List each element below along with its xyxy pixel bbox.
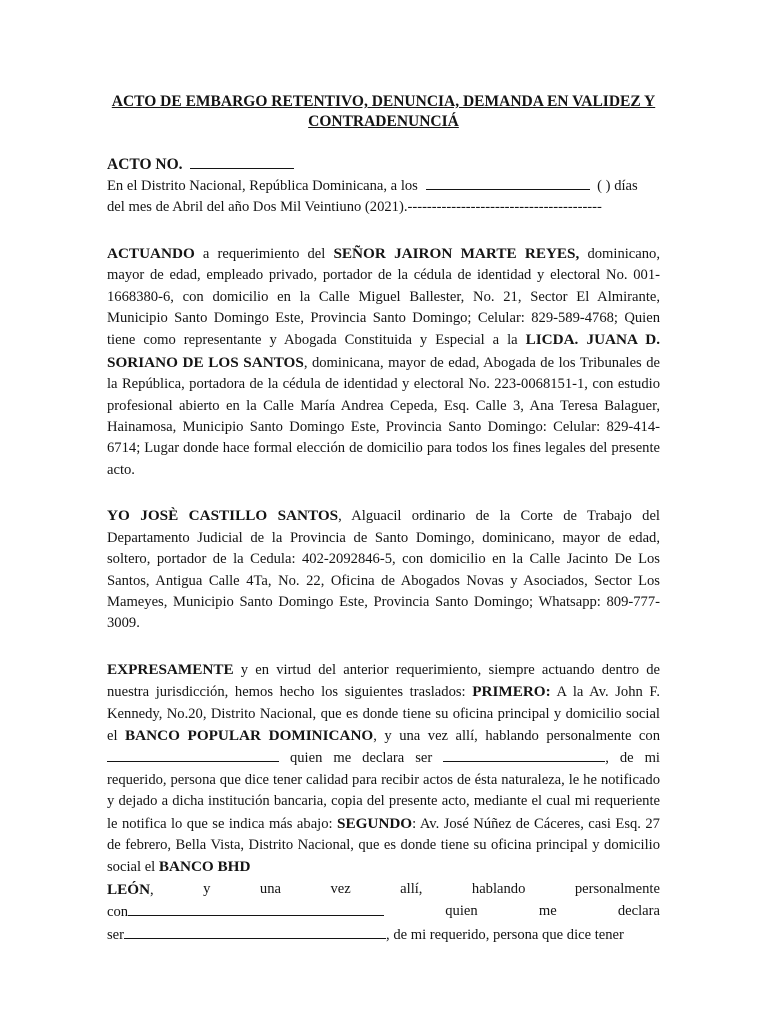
actuando-heading: ACTUANDO — [107, 244, 195, 262]
word-me: me — [538, 903, 557, 920]
intro-text-b: ( ) días — [597, 178, 638, 194]
expresamente-text-6: : Av. José Núñez de Cáceres, casi Esq. 27 de febrero, Bella Vista, Distrito Nacional, que es donde tiene su oficina principal y domicilio social el — [107, 815, 660, 876]
intro-text-a: En el Distrito Nacional, República Dominicana, a los — [107, 178, 418, 194]
word-vez: vez — [330, 880, 351, 897]
actuando-paragraph — [107, 243, 660, 481]
expresamente-body — [107, 659, 660, 879]
expresamente-text-1: y en virtud del anterior requerimiento, siempre actuando dentro de nuestra jurisdicción, hemos hecho los siguientes traslados: — [107, 661, 660, 701]
word-con: con — [107, 904, 129, 921]
leon-line — [107, 879, 660, 901]
ser-line-text: , de mi requerido, persona que dice tener — [386, 926, 624, 943]
client-name: SEÑOR JAIRON MARTE REYES, — [333, 244, 580, 262]
segundo-label: SEGUNDO — [337, 814, 413, 832]
alguacil-paragraph — [107, 505, 660, 634]
actuando-text-1: a requerimiento del — [194, 245, 334, 262]
contact-blank-1 — [107, 747, 279, 762]
title-line-1: ACTO DE EMBARGO RETENTIVO, DENUNCIA, DEMANDA EN VALIDEZ Y — [111, 93, 656, 110]
contact-blank-2 — [128, 901, 384, 916]
word-una: una — [259, 880, 281, 897]
alguacil-name: YO JOSÈ CASTILLO SANTOS — [107, 507, 339, 525]
expresamente-text-3: , y una vez allí, hablando personalmente con — [373, 727, 660, 744]
banco-bhd: BANCO BHD — [158, 858, 251, 876]
expresamente-paragraph — [107, 659, 660, 946]
actuando-text-3: , dominicana, mayor de edad, Abogada de los Tribunales de la República, portadora de la cédula de identidad y electoral No. 223-0068151-1, con estudio profesional abierto en la Calle María Andrea Cepeda, Esq. Calle 3, Ana Teresa Balaguer, Hainamosa, Municipio Santo Domingo Este, Provincia Santo Domingo: Celular: 829-414-6714; Lugar donde hace formal elección de domicilio para todos los fines legales del presente acto. — [107, 354, 660, 478]
con-line — [107, 901, 660, 923]
title-line-2: CONTRADENUNCIÁ — [308, 113, 459, 130]
word-personalmente: personalmente — [574, 880, 660, 897]
word-ser: ser — [107, 926, 125, 943]
word-hablando: hablando — [471, 880, 526, 897]
days-blank — [426, 175, 590, 190]
expresamente-text-4: quien me declara ser — [279, 750, 444, 767]
comma: , — [150, 881, 154, 898]
banco-popular: BANCO POPULAR DOMINICANO — [125, 726, 374, 744]
acto-number-label: ACTO NO. — [107, 156, 183, 173]
word-alli: allí, — [400, 880, 423, 897]
document-title — [107, 92, 660, 132]
role-blank-1 — [443, 747, 605, 762]
alguacil-text: , Alguacil ordinario de la Corte de Trabajo del Departamento Judicial de la Provincia de Santo Domingo, dominicano, mayor de edad, soltero, portador de la Cedula: 402-2092846-5, con domicilio en la Calle Jacinto De Los Santos, Antigua Calle 4Ta, No. 22, Oficina de Abogados Novas y Asociados, Sector Los Mameyes, Municipio Santo Domingo Este, Provincia Santo Domingo; Whatsapp: 809-777-3009. — [107, 508, 660, 632]
word-quien: quien — [445, 903, 478, 920]
role-blank-2 — [124, 924, 386, 939]
word-y: y — [203, 880, 211, 897]
lawyer-name: LICDA. JUANA D. SORIANO DE LOS SANTOS — [107, 331, 661, 371]
expresamente-text-5: , de mi requerido, persona que dice tener calidad para recibir actos de ésta naturaleza, le he notificado y dejado a dicha institución bancaria, copia del presente acto, mediante el cual mi requeriente le notifica lo que se indica más abajo: — [107, 750, 660, 832]
acto-number — [107, 154, 660, 175]
word-declara: declara — [617, 903, 660, 920]
intro-line-1 — [107, 175, 660, 197]
ser-line — [107, 924, 660, 946]
intro-block — [107, 154, 660, 219]
expresamente-heading: EXPRESAMENTE — [107, 660, 234, 678]
banco-bhd-leon: LEÓN — [107, 880, 151, 898]
intro-line-2: del mes de Abril del año Dos Mil Veintiuno (2021).---------------------------------------- — [107, 199, 602, 216]
primero-label: PRIMERO: — [472, 683, 551, 701]
acto-number-blank — [190, 154, 294, 169]
actuando-text-2: dominicano, mayor de edad, empleado privado, portador de la cédula de identidad y electoral No. 001-1668380-6, con domicilio en la Calle Miguel Ballester, No. 21, Sector El Almirante, Municipio Santo Domingo Este, Provincia Santo Domingo; Celular: 829-589-4768; Quien tiene como representante y Abogada Constituida y Especial a la — [107, 245, 660, 349]
expresamente-text-2: A la Av. John F. Kennedy, No.20, Distrito Nacional, que es donde tiene su oficina principal y domicilio social el — [107, 684, 660, 744]
